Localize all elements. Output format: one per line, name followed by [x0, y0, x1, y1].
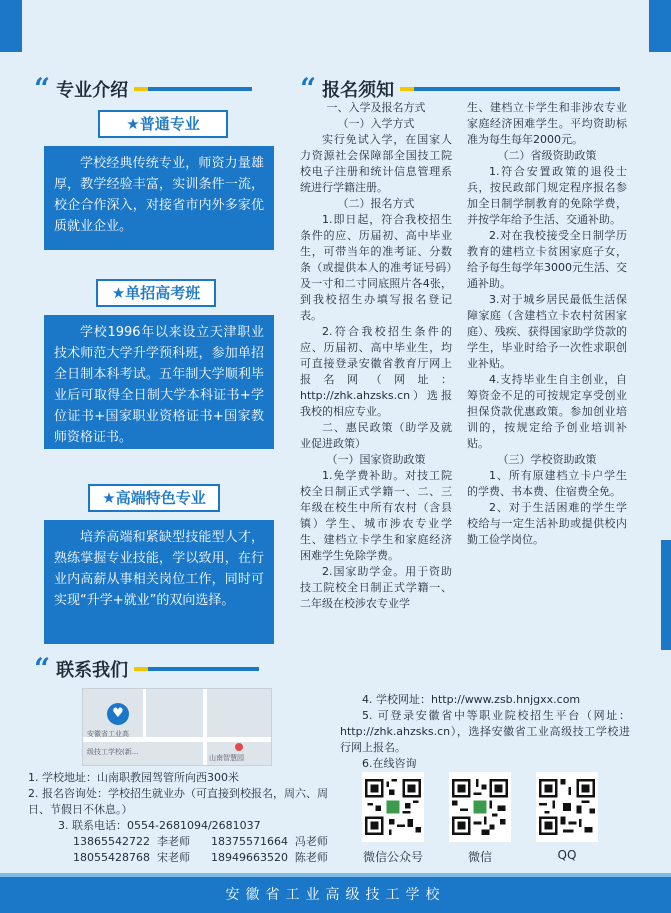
qr-label-wechat-official: 微信公众号 — [362, 850, 423, 864]
quote-icon: “ — [34, 72, 51, 105]
section-heading-registration — [300, 72, 620, 105]
wechat-qr-icon — [449, 772, 511, 842]
location-map[interactable] — [82, 688, 272, 766]
section-heading-contact — [34, 652, 259, 685]
web-line: 5. 可登录安徽省中等职业院校招生平台（网址：http://zhk.ahzsks.cn），选择安徽省工业高级技工学校进行网上报名。 — [340, 709, 630, 754]
quote-icon: “ — [300, 72, 317, 105]
heading-bar — [134, 87, 252, 91]
paragraph: 一、入学及报名方式 — [326, 101, 426, 114]
paragraph: 2.国家助学金。用于资助技工院校全日制正式学籍一、二年级在校涉农专业学 — [300, 565, 452, 610]
contact-line: 2. 报名咨询处：学校招生就业办（可直接到校报名，周六、周日、节假日不休息。） — [28, 787, 328, 816]
paragraph: 1.符合安置政策的退役士兵，按民政部门规定程序报名参加全日制学制教育的免除学费，并按学年给予生活、交通补助。 — [467, 165, 627, 226]
paragraph: 2.对在我校接受全日制学历教育的建档立卡贫困家庭子女，给予每生每学年3000元生活、交通补助。 — [467, 229, 627, 290]
paragraph: 1.免学费补助。对技工院校全日制正式学籍一、二、三年级在校生中所有农村（含县镇）学生、城市涉农专业学生、建档立卡学生和家庭经济困难学生免除学费。 — [300, 469, 452, 562]
paragraph: （三）学校资助政策 — [497, 453, 597, 466]
heading-bar — [134, 667, 259, 671]
paragraph: （二）省级资助政策 — [497, 149, 597, 162]
contact-info — [28, 770, 338, 866]
paragraph: 2、对于生活困难的学生学校给与一定生活补助或提供校内勤工俭学岗位。 — [467, 501, 627, 546]
paragraph: 生、建档立卡学生和非涉农专业家庭经济困难学生。平均资助标准为每生每年2000元。 — [467, 101, 627, 146]
contact-line: 1. 学校地址：山南职教园驾管所向西300米 — [28, 771, 239, 784]
web-line: 6.在线咨询 — [362, 757, 417, 770]
qq-qr-icon — [536, 772, 598, 842]
corner-decoration-left — [0, 0, 22, 52]
tag-gaokao-class: ★单招高考班 — [96, 279, 216, 307]
map-label: 安徽省工业高 — [87, 730, 129, 738]
wechat-official-qr-icon — [362, 772, 424, 842]
paragraph: 1.即日起，符合我校招生条件的应、历届初、高中毕业生，可带当年的准考证、分数条（或提供本人的准考证号码）及一寸和二寸同底照片各4张，到我校招生办填写报名登记表。 — [300, 213, 452, 322]
paragraph: 4.支持毕业生自主创业，自筹资金不足的可按规定享受创业担保贷款优惠政策。参加创业培训的，按规定给予创业培训补贴。 — [467, 373, 627, 450]
card-regular-majors: 学校经典传统专业，师资力量雄厚，教学经验丰富，实训条件一流，校企合作深入，对接省市内外多家优质就业企业。 — [44, 146, 274, 250]
qr-label-wechat: 微信 — [467, 850, 492, 864]
paragraph: 3.对于城乡居民最低生活保障家庭（含建档立卡农村贫困家庭）、残疾、获得国家助学贷款的学生，毕业时给予一次性求职创业补贴。 — [467, 293, 627, 370]
edge-decoration-right — [661, 540, 671, 650]
contact-line: 18055428768 宋老师 18949663520 陈老师 — [73, 851, 328, 864]
tag-featured-majors: ★高端特色专业 — [88, 484, 220, 512]
card-featured-majors: 培养高端和紧缺型技能型人才，熟练掌握专业技能，学以致用，在行业内高薪从事相关岗位工作，同时可实现“升学+就业”的双向选择。 — [44, 520, 274, 644]
paragraph: （一）入学方式 — [337, 117, 415, 130]
qr-label-qq: QQ — [557, 848, 577, 862]
tag-regular-majors: ★普通专业 — [98, 110, 228, 138]
section-heading-majors — [34, 72, 252, 105]
contact-line: 3. 联系电话：0554-2681094/2681037 — [58, 819, 261, 832]
heading-bar — [400, 87, 620, 91]
paragraph: 实行免试入学，在国家人力资源社会保障部全国技工院校电子注册和统计信息管理系统进行学籍注册。 — [300, 133, 452, 194]
registration-column-1 — [300, 100, 452, 612]
paragraph: 2.符合我校招生条件的应、历届初、高中毕业生，均可直接登录安徽省教育厅网上报名网（网址：http://zhk.ahzsks.cn）选报我校的相应专业。 — [300, 325, 452, 418]
marker-icon — [235, 743, 243, 751]
registration-column-2 — [467, 100, 627, 548]
section-title: 报名须知 — [322, 80, 395, 101]
corner-decoration-right — [649, 0, 671, 52]
paragraph: （二）报名方式 — [337, 197, 415, 210]
paragraph: 二、惠民政策（助学及就业促进政策） — [300, 421, 452, 450]
paragraph: 1、所有原建档立卡户学生的学费、书本费、住宿费全免。 — [467, 469, 627, 498]
section-title: 联系我们 — [56, 660, 129, 681]
footer-school-name: 安徽省工业高级技工学校 — [0, 877, 671, 913]
paragraph: （一）国家资助政策 — [326, 453, 426, 466]
section-title: 专业介绍 — [56, 80, 129, 101]
map-label: 级技工学校(新... — [87, 748, 139, 756]
quote-icon: “ — [34, 652, 51, 685]
map-label: 山南智慧园 — [209, 754, 244, 762]
web-info — [340, 692, 630, 772]
web-line: 4. 学校网址：http://www.zsb.hnjgxx.com — [362, 693, 581, 706]
map-pin-icon: ♥ — [107, 703, 129, 725]
card-gaokao-class: 学校1996年以来设立天津职业技术师范大学升学预科班，参加单招全日制本科考试。五年制大学顺利毕业后可取得全日制大学本科证书+学位证书+国家职业资格证书+国家教师资格证书。 — [44, 315, 274, 449]
contact-line: 13865542722 李老师 18375571664 冯老师 — [73, 835, 328, 848]
